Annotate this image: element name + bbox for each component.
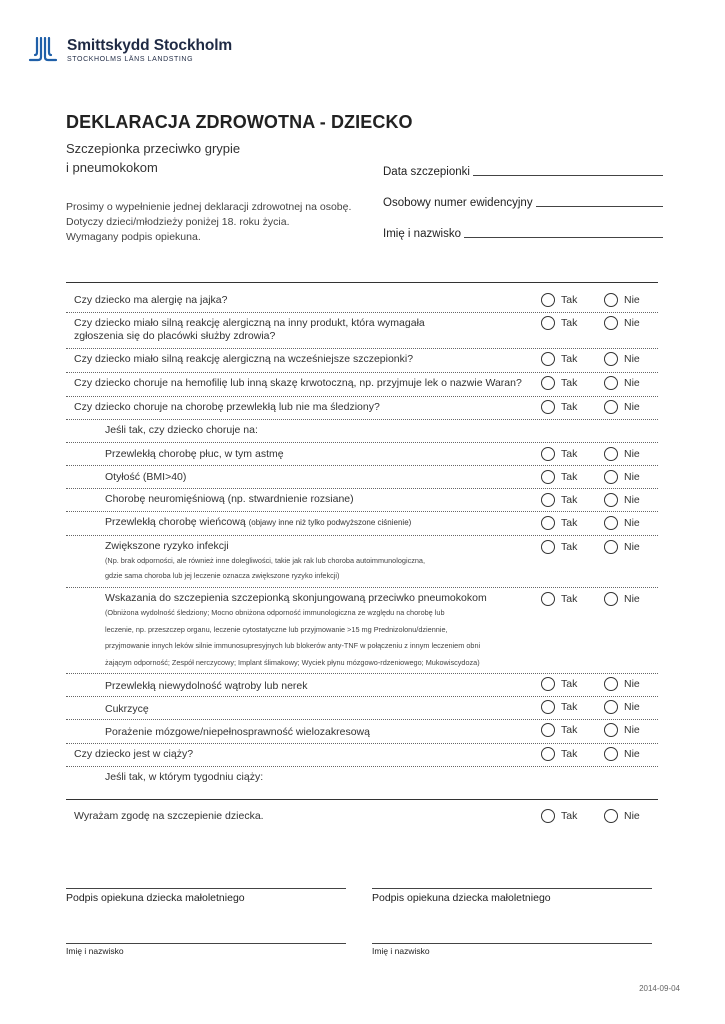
signature-line-2[interactable]: [372, 888, 652, 889]
personal-id-line[interactable]: [536, 206, 663, 207]
question-row: [66, 489, 658, 512]
question-row: [66, 744, 658, 767]
yes-option[interactable]: [541, 809, 577, 823]
guardian-signature-label-1: Podpis opiekuna dziecka małoletniego: [66, 892, 245, 904]
yes-option[interactable]: [541, 677, 577, 691]
no-option[interactable]: [604, 809, 640, 823]
no-label: Nie: [624, 401, 640, 413]
yes-option[interactable]: [541, 493, 577, 507]
yes-label: Tak: [561, 401, 578, 413]
question-row: [66, 466, 658, 489]
yes-option[interactable]: [541, 747, 577, 761]
question-row: [66, 697, 658, 720]
note-line: żającym odporność; Zespół nerczycowy; Implant ślimakowy; Wyciek płynu mózgowo-rdzeniowego; Mukowiscydoza): [105, 657, 480, 667]
radio-circle-icon[interactable]: [541, 470, 555, 484]
no-label: Nie: [624, 448, 640, 460]
question-text: Czy dziecko miało silną reakcję alergiczną na inny produkt, która wymagała zgłoszenia się do placówki służby zdrowia?: [74, 317, 425, 342]
note-line: gdzie sama choroba lub jej leczenie oznacza zwiększone ryzyko infekcji): [105, 571, 340, 581]
name-line-1[interactable]: [66, 943, 346, 944]
radio-circle-icon[interactable]: [541, 592, 555, 606]
radio-circle-icon[interactable]: [604, 316, 618, 330]
question-main-text: Przewlekłą chorobę wieńcową: [105, 516, 246, 528]
yes-label: Tak: [561, 517, 578, 529]
yes-label: Tak: [561, 353, 578, 365]
radio-circle-icon[interactable]: [604, 376, 618, 390]
yes-label: Tak: [561, 748, 578, 760]
radio-circle-icon[interactable]: [541, 747, 555, 761]
question-row: [66, 588, 658, 674]
question-text: Czy dziecko choruje na chorobę przewlekłą lub nie ma śledziony?: [74, 401, 380, 413]
question-text: Czy dziecko choruje na hemofilię lub inną skazę krwotoczną, np. przyjmuje lek o nazwie Waran?: [74, 377, 522, 389]
no-option[interactable]: [604, 376, 640, 390]
yes-label: Tak: [561, 810, 578, 822]
no-label: Nie: [624, 471, 640, 483]
name-line[interactable]: [464, 237, 663, 238]
no-label: Nie: [624, 701, 640, 713]
yes-option[interactable]: [541, 376, 577, 390]
yes-label: Tak: [561, 471, 578, 483]
yes-label: Tak: [561, 724, 578, 736]
no-option[interactable]: [604, 540, 640, 554]
yes-label: Tak: [561, 494, 578, 506]
question-text: Chorobę neuromięśniową (np. stwardnienie rozsiane): [105, 493, 354, 505]
radio-circle-icon[interactable]: [541, 316, 555, 330]
question-text: Cukrzycę: [105, 703, 149, 715]
vaccination-date-field[interactable]: [383, 166, 663, 178]
yes-label: Tak: [561, 593, 578, 605]
question-note: [105, 553, 535, 584]
radio-circle-icon[interactable]: [541, 376, 555, 390]
radio-circle-icon[interactable]: [604, 516, 618, 530]
radio-circle-icon[interactable]: [604, 747, 618, 761]
question-note: [105, 605, 535, 671]
radio-circle-icon[interactable]: [541, 447, 555, 461]
radio-circle-icon[interactable]: [604, 540, 618, 554]
no-label: Nie: [624, 494, 640, 506]
no-option[interactable]: [604, 400, 640, 414]
radio-circle-icon[interactable]: [541, 700, 555, 714]
yes-label: Tak: [561, 377, 578, 389]
question-row: [66, 767, 658, 797]
yes-option[interactable]: [541, 447, 577, 461]
no-label: Nie: [624, 294, 640, 306]
footer-date: 2014-09-04: [639, 984, 680, 993]
question-main-text: Wskazania do szczepienia szczepionką skonjungowaną przeciwko pneumokokom: [105, 592, 487, 604]
radio-circle-icon[interactable]: [604, 352, 618, 366]
pregnancy-week-input[interactable]: [306, 769, 526, 787]
radio-circle-icon[interactable]: [604, 700, 618, 714]
radio-circle-icon[interactable]: [541, 400, 555, 414]
no-label: Nie: [624, 810, 640, 822]
no-option[interactable]: [604, 447, 640, 461]
consent-row: [66, 806, 658, 830]
org-logo: [28, 37, 232, 65]
radio-circle-icon[interactable]: [604, 493, 618, 507]
question-text: Czy dziecko jest w ciąży?: [74, 748, 194, 760]
radio-circle-icon[interactable]: [541, 493, 555, 507]
guardian-signature-label-2: Podpis opiekuna dziecka małoletniego: [372, 892, 551, 904]
name-line-2[interactable]: [372, 943, 652, 944]
name-label-1: Imię i nazwisko: [66, 946, 124, 956]
no-label: Nie: [624, 724, 640, 736]
radio-circle-icon[interactable]: [541, 540, 555, 554]
radio-circle-icon[interactable]: [604, 293, 618, 307]
no-label: Nie: [624, 517, 640, 529]
org-subtitle: STOCKHOLMS LÄNS LANDSTING: [67, 56, 194, 63]
org-logo-icon: [28, 37, 58, 65]
intro-line: Prosimy o wypełnienie jednej deklaracji zdrowotnej na osobę.: [66, 201, 352, 213]
yes-label: Tak: [561, 541, 578, 553]
question-text: Otyłość (BMI>40): [105, 471, 187, 483]
no-option[interactable]: [604, 493, 640, 507]
yes-option[interactable]: [541, 400, 577, 414]
name-label: Imię i nazwisko: [383, 228, 461, 240]
yes-label: Tak: [561, 448, 578, 460]
radio-circle-icon[interactable]: [541, 809, 555, 823]
no-label: Nie: [624, 678, 640, 690]
intro-line: Wymagany podpis opiekuna.: [66, 231, 201, 243]
name-label-2: Imię i nazwisko: [372, 946, 430, 956]
radio-circle-icon[interactable]: [604, 470, 618, 484]
page-subtitle: [66, 139, 240, 177]
question-text: Przewlekłą niewydolność wątroby lub nerek: [105, 680, 308, 692]
no-option[interactable]: [604, 516, 640, 530]
org-name: Smittskydd Stockholm: [67, 37, 233, 54]
no-option[interactable]: [604, 700, 640, 714]
yes-option[interactable]: [541, 723, 577, 737]
question-row: [66, 512, 658, 536]
question-text: Przewlekłą chorobę płuc, w tym astmę: [105, 448, 284, 460]
radio-circle-icon[interactable]: [541, 723, 555, 737]
yes-label: Tak: [561, 678, 578, 690]
yes-option[interactable]: [541, 516, 577, 530]
no-label: Nie: [624, 317, 640, 329]
question-row: [66, 443, 658, 466]
yes-option[interactable]: [541, 470, 577, 484]
question-row: [66, 290, 658, 313]
yes-label: Tak: [561, 294, 578, 306]
question-text: Jeśli tak, w którym tygodniu ciąży:: [105, 771, 264, 783]
radio-circle-icon[interactable]: [604, 592, 618, 606]
question-text: Czy dziecko miało silną reakcję alergiczną na wcześniejsze szczepionki?: [74, 353, 414, 365]
question-row: [66, 674, 658, 697]
note-line: (Obniżona wydolność śledziony; Mocno obniżona odporność immunologiczna ze względu na chorobę lub: [105, 608, 445, 617]
no-label: Nie: [624, 593, 640, 605]
question-text: [105, 516, 535, 529]
divider: [66, 799, 658, 800]
radio-circle-icon[interactable]: [604, 677, 618, 691]
question-main-text: Zwiększone ryzyko infekcji: [105, 540, 229, 552]
radio-circle-icon[interactable]: [541, 293, 555, 307]
no-option[interactable]: [604, 747, 640, 761]
yes-option[interactable]: [541, 540, 577, 554]
divider: [66, 282, 658, 283]
question-text: [105, 592, 535, 671]
question-row: [66, 536, 658, 588]
note-line: przyjmowanie innych leków silnie immunosupresyjnych lub blokerów anty-TNF w połączeniu z innym leczeniem obni: [105, 641, 481, 650]
question-text: [105, 540, 535, 584]
yes-label: Tak: [561, 701, 578, 713]
page-title: DEKLARACJA ZDROWOTNA - DZIECKO: [66, 112, 413, 132]
intro-text: [66, 200, 351, 245]
yes-option[interactable]: [541, 592, 577, 606]
question-row: [66, 420, 658, 443]
yes-label: Tak: [561, 317, 578, 329]
no-label: Nie: [624, 377, 640, 389]
question-text: Porażenie mózgowe/niepełnosprawność wielozakresową: [105, 726, 370, 738]
yes-option[interactable]: [541, 700, 577, 714]
question-text: Jeśli tak, czy dziecko choruje na:: [105, 424, 258, 436]
radio-circle-icon[interactable]: [604, 447, 618, 461]
no-label: Nie: [624, 353, 640, 365]
radio-circle-icon[interactable]: [541, 677, 555, 691]
radio-circle-icon[interactable]: [604, 723, 618, 737]
no-label: Nie: [624, 748, 640, 760]
personal-id-label: Osobowy numer ewidencyjny: [383, 197, 533, 209]
no-option[interactable]: [604, 723, 640, 737]
question-row: [66, 349, 658, 373]
question-text: Czy dziecko ma alergię na jajka?: [74, 294, 228, 306]
radio-circle-icon[interactable]: [541, 352, 555, 366]
signature-line-1[interactable]: [66, 888, 346, 889]
radio-circle-icon[interactable]: [541, 516, 555, 530]
question-row: [66, 397, 658, 420]
consent-text: Wyrażam zgodę na szczepienie dziecka.: [74, 810, 264, 822]
radio-circle-icon[interactable]: [604, 400, 618, 414]
question-row: [66, 720, 658, 744]
vaccination-date-line[interactable]: [473, 175, 663, 176]
no-option[interactable]: [604, 293, 640, 307]
no-option[interactable]: [604, 316, 640, 330]
no-option[interactable]: [604, 470, 640, 484]
personal-id-field[interactable]: [383, 197, 663, 209]
no-option[interactable]: [604, 592, 640, 606]
note-line: (Np. brak odporności, ale również inne dolegliwości, takie jak rak lub choroba autoimmunologiczna,: [105, 556, 426, 565]
yes-option[interactable]: [541, 316, 577, 330]
name-field[interactable]: [383, 228, 663, 240]
yes-option[interactable]: [541, 352, 577, 366]
vaccination-date-label: Data szczepionki: [383, 166, 470, 178]
question-note: (objawy inne niż tylko podwyższone ciśnienie): [248, 518, 412, 527]
intro-line: Dotyczy dzieci/młodzieży poniżej 18. roku życia.: [66, 216, 290, 228]
subtitle-line: Szczepionka przeciwko grypie: [66, 141, 241, 156]
no-option[interactable]: [604, 677, 640, 691]
no-label: Nie: [624, 541, 640, 553]
note-line: leczenie, np. przeszczep organu, leczenie cytostatyczne lub przyjmowanie >15 mg Prednizolonu/dziennie,: [105, 624, 448, 634]
yes-option[interactable]: [541, 293, 577, 307]
subtitle-line: i pneumokokom: [66, 160, 158, 175]
radio-circle-icon[interactable]: [604, 809, 618, 823]
no-option[interactable]: [604, 352, 640, 366]
question-row: [66, 313, 658, 349]
question-row: [66, 373, 658, 397]
